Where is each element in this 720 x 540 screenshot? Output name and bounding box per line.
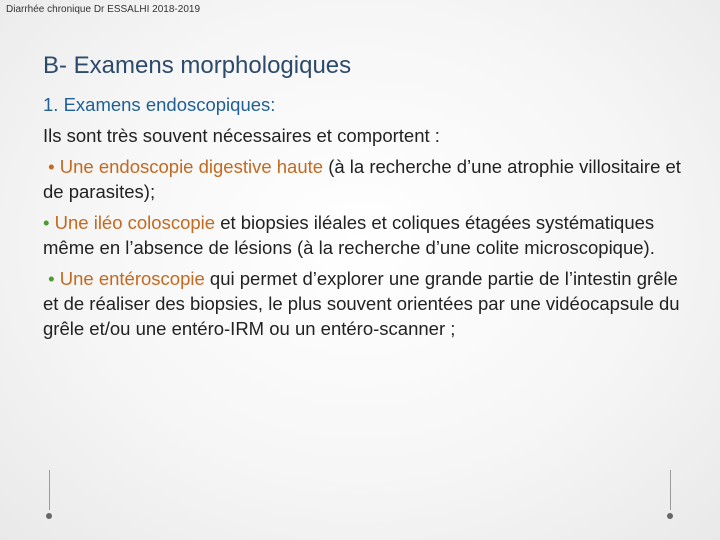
list-item [43, 266, 683, 341]
item-highlight: Une iléo coloscopie [54, 212, 216, 233]
slide-title: B- Examens morphologiques [43, 52, 352, 79]
item-text: et biopsies iléales et coliques étagées systématiques même en l’absence de lésions (à la recherche d’une colite microscopique). [43, 212, 655, 258]
left-frame-line [49, 470, 50, 510]
bullet: • [43, 212, 50, 233]
item-text: qui permet d’explorer une grande partie de l’intestin grêle et de réaliser des biopsies, le plus souvent orientées par une vidéocapsule du grêle et/ou une entéro-IRM ou un entéro-scanner ; [43, 268, 680, 339]
left-frame-dot [46, 513, 52, 519]
bullet: • [48, 268, 55, 289]
intro-text: Ils sont très souvent nécessaires et comportent : [43, 125, 440, 146]
item-highlight: Une entéroscopie [59, 268, 205, 289]
slide-content [43, 92, 683, 347]
item-highlight: Une endoscopie digestive haute [59, 156, 324, 177]
item-text: (à la recherche d’une atrophie villositaire et de parasites); [43, 156, 681, 202]
bullet: • [48, 156, 55, 177]
list-item [43, 210, 683, 260]
right-frame-line [670, 470, 671, 510]
slide-header: Diarrhée chronique Dr ESSALHI 2018-2019 [6, 4, 200, 15]
list-item [43, 154, 683, 204]
section-subtitle: 1. Examens endoscopiques: [43, 94, 276, 115]
right-frame-dot [667, 513, 673, 519]
